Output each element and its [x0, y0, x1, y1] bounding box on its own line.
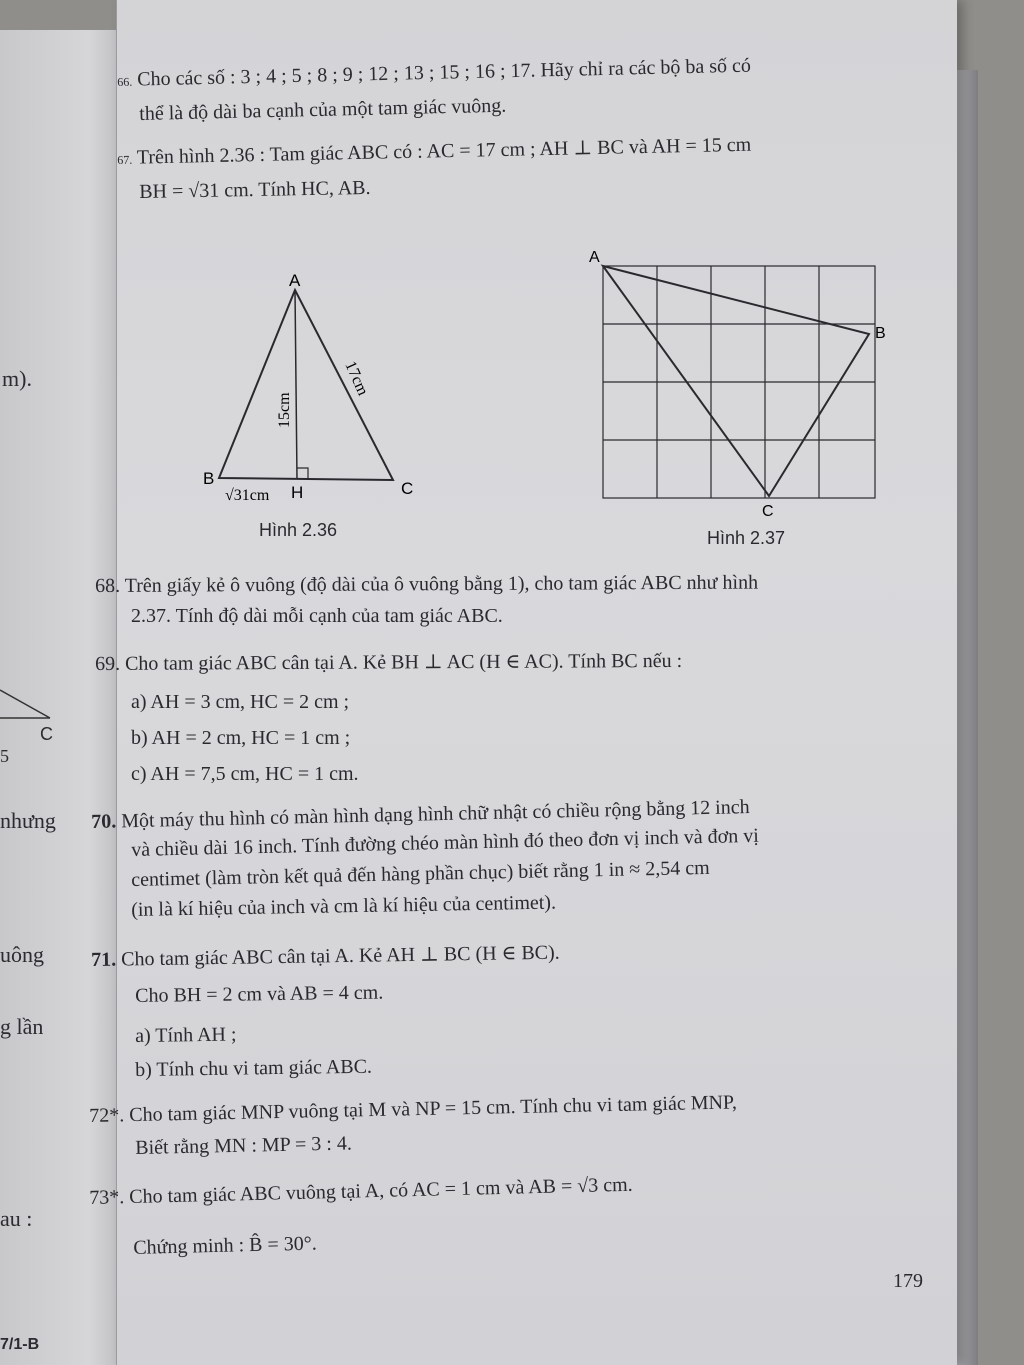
triangle-abc-grid	[603, 266, 869, 496]
previous-page-edge	[0, 30, 128, 1365]
problem-70-line2: và chiều dài 16 inch. Tính đường chéo màn hình đó theo đơn vị inch và đơn vị	[131, 824, 760, 861]
page-number: 179	[893, 1270, 923, 1292]
caption-2-37: Hình 2.37	[707, 528, 786, 548]
left-fragment-3: 5	[0, 746, 9, 766]
label-ah-15cm: 15cm	[276, 392, 293, 428]
grid-label-c: C	[762, 503, 774, 520]
problem-71-a: a) Tính AH ;	[135, 1023, 237, 1047]
caption-2-36: Hình 2.36	[259, 520, 338, 540]
problem-69-b: b) AH = 2 cm, HC = 1 cm ;	[131, 727, 351, 749]
problem-66	[117, 54, 751, 92]
problem-69-number: 69.	[95, 652, 121, 675]
left-fragment-5: uông	[0, 942, 44, 967]
problem-70-number: 70.	[91, 810, 117, 833]
problem-67-line1: Trên hình 2.36 : Tam giác ABC có : AC = 17 cm ; AH ⊥ BC và AH = 15 cm	[136, 133, 752, 169]
problem-70-line1: Một máy thu hình có màn hình dạng hình chữ nhật có chiều rộng bằng 12 inch	[121, 796, 750, 833]
problem-67-number: 67.	[117, 152, 133, 167]
left-fragment-6: g lần	[0, 1014, 44, 1039]
problem-71-b: b) Tính chu vi tam giác ABC.	[135, 1055, 373, 1081]
label-bh-sqrt31: √31cm	[225, 487, 270, 504]
problem-73-line1: Cho tam giác ABC vuông tại A, có AC = 1 cm và AB = √3 cm.	[129, 1173, 633, 1209]
problem-73-line2: Chứng minh : B̂ = 30°.	[133, 1232, 317, 1259]
textbook-page	[89, 0, 957, 1365]
problem-68-line1: Trên giấy kẻ ô vuông (độ dài của ô vuông bằng 1), cho tam giác ABC như hình	[124, 571, 759, 597]
left-fragment-1: m).	[2, 366, 32, 391]
problem-73-number: 73*.	[89, 1186, 125, 1209]
figure-2-36	[197, 268, 427, 508]
left-fragment-4: nhưng	[0, 808, 56, 833]
label-b: B	[203, 469, 215, 488]
problem-66-number: 66.	[117, 74, 133, 89]
left-fragment-7: au :	[0, 1206, 33, 1231]
problem-70-line3: centimet (làm tròn kết quả đến hàng phần chục) biết rằng 1 in ≈ 2,54 cm	[131, 856, 710, 891]
problem-67	[117, 133, 751, 170]
label-ac-17cm: 17cm	[341, 358, 372, 399]
problem-72-line1: Cho tam giác MNP vuông tại M và NP = 15 cm. Tính chu vi tam giác MNP,	[129, 1091, 738, 1127]
problem-71	[91, 941, 560, 972]
problem-71-number: 71.	[91, 948, 117, 971]
left-fragment-2: C	[40, 724, 53, 744]
problem-69	[95, 649, 682, 676]
problem-66-line2: thể là độ dài ba cạnh của một tam giác vuông.	[139, 94, 507, 125]
figure-2-37	[587, 246, 887, 526]
problem-68-line2: 2.37. Tính độ dài mỗi cạnh của tam giác ABC.	[131, 605, 503, 627]
problem-69-line1: Cho tam giác ABC cân tại A. Kẻ BH ⊥ AC (H ∈ AC). Tính BC nếu :	[125, 649, 683, 675]
right-angle-mark	[297, 468, 308, 479]
altitude-ah	[295, 290, 297, 479]
label-c: C	[401, 479, 414, 498]
problem-72-line2: Biết rằng MN : MP = 3 : 4.	[135, 1132, 353, 1159]
grid-label-a: A	[589, 249, 600, 266]
problem-66-line1: Cho các số : 3 ; 4 ; 5 ; 8 ; 9 ; 12 ; 13 ; 15 ; 16 ; 17. Hãy chỉ ra các bộ ba số có	[137, 54, 752, 91]
problem-68	[95, 571, 758, 598]
problem-68-number: 68.	[95, 574, 121, 597]
label-h: H	[291, 483, 304, 502]
problem-70-line4: (in là kí hiệu của inch và cm là kí hiệu của centimet).	[131, 891, 557, 921]
problem-73	[89, 1173, 633, 1210]
problem-72-number: 72*.	[89, 1104, 125, 1127]
problem-71-line1: Cho tam giác ABC cân tại A. Kẻ AH ⊥ BC (H ∈ BC).	[121, 941, 560, 971]
problem-72	[89, 1090, 737, 1128]
problem-69-a: a) AH = 3 cm, HC = 2 cm ;	[131, 691, 350, 713]
left-triangle-fragment	[0, 680, 60, 720]
problem-69-c: c) AH = 7,5 cm, HC = 1 cm.	[131, 763, 359, 785]
label-a: A	[289, 271, 301, 290]
problem-71-line2: Cho BH = 2 cm và AB = 4 cm.	[135, 981, 384, 1007]
grid-label-b: B	[875, 325, 886, 342]
left-fragment-8: 7/1-B	[0, 1336, 40, 1353]
problem-67-line2: BH = √31 cm. Tính HC, AB.	[139, 176, 371, 203]
